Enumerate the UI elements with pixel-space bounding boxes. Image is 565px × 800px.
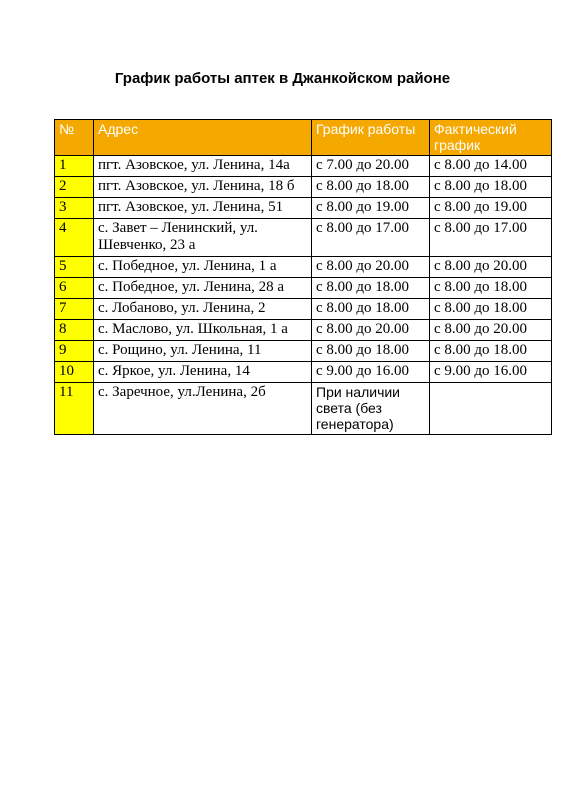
row-address: пгт. Азовское, ул. Ленина, 14а: [94, 156, 312, 177]
table-row: [55, 362, 552, 383]
row-schedule: с 9.00 до 16.00: [312, 362, 430, 383]
header-schedule: График работы: [312, 120, 430, 156]
row-schedule: с 8.00 до 20.00: [312, 320, 430, 341]
row-actual-schedule: с 8.00 до 14.00: [430, 156, 552, 177]
row-actual-schedule: с 8.00 до 19.00: [430, 198, 552, 219]
row-number: 5: [55, 257, 94, 278]
row-address: с. Победное, ул. Ленина, 28 а: [94, 278, 312, 299]
row-schedule: с 8.00 до 17.00: [312, 219, 430, 257]
row-actual-schedule: с 8.00 до 18.00: [430, 341, 552, 362]
row-number: 1: [55, 156, 94, 177]
row-number: 10: [55, 362, 94, 383]
table-row: [55, 341, 552, 362]
row-schedule: с 8.00 до 18.00: [312, 341, 430, 362]
table-row: [55, 177, 552, 198]
page-title: График работы аптек в Джанкойском районе: [114, 70, 451, 87]
row-schedule: При наличии света (без генератора): [312, 383, 430, 435]
table-row: [55, 198, 552, 219]
table-row: [55, 299, 552, 320]
row-number: 3: [55, 198, 94, 219]
row-address: с. Лобаново, ул. Ленина, 2: [94, 299, 312, 320]
row-address: пгт. Азовское, ул. Ленина, 18 б: [94, 177, 312, 198]
row-schedule: с 8.00 до 18.00: [312, 278, 430, 299]
row-number: 9: [55, 341, 94, 362]
row-address: с. Яркое, ул. Ленина, 14: [94, 362, 312, 383]
row-number: 11: [55, 383, 94, 435]
row-actual-schedule: с 8.00 до 17.00: [430, 219, 552, 257]
row-number: 4: [55, 219, 94, 257]
table-row: [55, 257, 552, 278]
row-actual-schedule: с 8.00 до 20.00: [430, 320, 552, 341]
row-actual-schedule: с 8.00 до 18.00: [430, 278, 552, 299]
header-actual-schedule: Фактический график: [430, 120, 552, 156]
header-address: Адрес: [94, 120, 312, 156]
table-header-row: [55, 120, 552, 156]
row-address: с. Маслово, ул. Школьная, 1 а: [94, 320, 312, 341]
table-row: [55, 320, 552, 341]
row-actual-schedule: с 8.00 до 18.00: [430, 177, 552, 198]
pharmacy-schedule-table: [54, 119, 552, 435]
row-address: с. Завет – Ленинский, ул. Шевченко, 23 а: [94, 219, 312, 257]
row-address: с. Победное, ул. Ленина, 1 а: [94, 257, 312, 278]
row-address: пгт. Азовское, ул. Ленина, 51: [94, 198, 312, 219]
row-schedule: с 8.00 до 18.00: [312, 177, 430, 198]
row-number: 7: [55, 299, 94, 320]
row-schedule: с 7.00 до 20.00: [312, 156, 430, 177]
row-schedule: с 8.00 до 19.00: [312, 198, 430, 219]
table-row: [55, 156, 552, 177]
row-address: с. Заречное, ул.Ленина, 2б: [94, 383, 312, 435]
row-address: с. Рощино, ул. Ленина, 11: [94, 341, 312, 362]
row-number: 6: [55, 278, 94, 299]
row-number: 2: [55, 177, 94, 198]
row-schedule: с 8.00 до 20.00: [312, 257, 430, 278]
table-row: [55, 219, 552, 257]
table-row: [55, 383, 552, 435]
row-actual-schedule: с 9.00 до 16.00: [430, 362, 552, 383]
row-schedule: с 8.00 до 18.00: [312, 299, 430, 320]
row-number: 8: [55, 320, 94, 341]
row-actual-schedule: с 8.00 до 18.00: [430, 299, 552, 320]
header-number: №: [55, 120, 94, 156]
table-row: [55, 278, 552, 299]
row-actual-schedule: [430, 383, 552, 435]
row-actual-schedule: с 8.00 до 20.00: [430, 257, 552, 278]
